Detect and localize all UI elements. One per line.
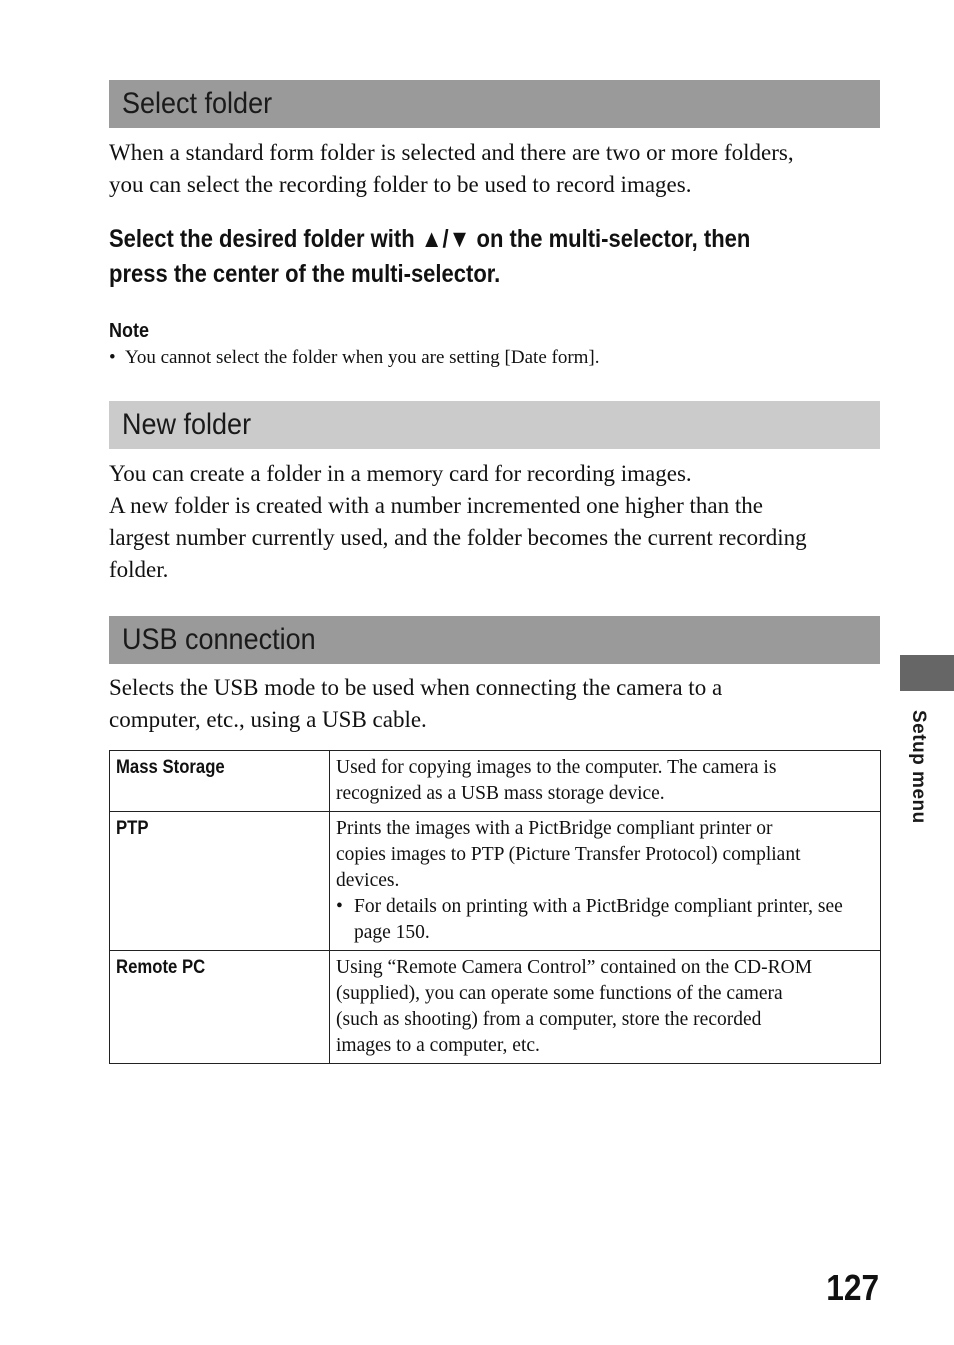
- body-line: You can create a folder in a memory card for recording images.: [109, 461, 692, 486]
- body-line: you can select the recording folder to be used to record images.: [109, 172, 692, 197]
- body-line: Selects the USB mode to be used when connecting the camera to a: [109, 675, 723, 700]
- table-term-cell: [110, 951, 330, 1064]
- usb-connection-body: [109, 672, 884, 736]
- note-heading: [109, 318, 153, 344]
- note-item: [109, 345, 600, 370]
- section-title: USB connection: [122, 623, 316, 656]
- select-folder-body: [109, 137, 884, 201]
- desc-line: Used for copying images to the computer. The camera is: [336, 757, 777, 778]
- desc-bullet-item: [336, 894, 874, 946]
- desc-line: images to a computer, etc.: [336, 1035, 540, 1056]
- table-desc-cell: [330, 751, 881, 812]
- section-header-new-folder: [109, 401, 880, 449]
- term-remote-pc: Remote PC: [116, 957, 206, 978]
- note-title: Note: [109, 320, 150, 342]
- select-folder-instruction: [109, 222, 838, 292]
- page-number-text: 127: [826, 1267, 879, 1308]
- table-term-cell: [110, 751, 330, 812]
- desc-line: recognized as a USB mass storage device.: [336, 783, 665, 804]
- term-ptp: PTP: [116, 818, 149, 839]
- term-mass-storage: Mass Storage: [116, 757, 225, 778]
- section-header-usb-connection: [109, 616, 880, 664]
- chapter-tab-marker: [900, 655, 954, 691]
- desc-line: (supplied), you can operate some functions of the camera: [336, 983, 783, 1004]
- note-text: You cannot select the folder when you are setting [Date form].: [125, 347, 600, 368]
- table-desc-cell: [330, 951, 881, 1064]
- desc-line: (such as shooting) from a computer, store the recorded: [336, 1009, 762, 1030]
- body-line: A new folder is created with a number incremented one higher than the: [109, 493, 763, 518]
- instruction-line: Select the desired folder with ▲/▼ on the multi-selector, then: [109, 225, 751, 253]
- table-row: [110, 812, 881, 951]
- desc-bullet-text: For details on printing with a PictBridge compliant printer, see page 150.: [354, 896, 843, 943]
- desc-line: devices.: [336, 870, 400, 891]
- bullet: •: [336, 896, 343, 917]
- chapter-tab-label: Setup menu: [908, 710, 929, 824]
- bullet: •: [109, 347, 116, 368]
- body-line: computer, etc., using a USB cable.: [109, 707, 427, 732]
- table-row: [110, 751, 881, 812]
- table-row: [110, 951, 881, 1064]
- usb-mode-table: [109, 750, 881, 1064]
- section-title: Select folder: [122, 87, 273, 120]
- section-title: New folder: [122, 408, 252, 441]
- body-line: When a standard form folder is selected and there are two or more folders,: [109, 140, 794, 165]
- section-header-select-folder: [109, 80, 880, 128]
- new-folder-body: [109, 458, 884, 586]
- desc-line: Prints the images with a PictBridge compliant printer or: [336, 818, 773, 839]
- page-number: [819, 1266, 879, 1310]
- table-desc-cell: [330, 812, 881, 951]
- body-line: folder.: [109, 557, 169, 582]
- body-line: largest number currently used, and the folder becomes the current recording: [109, 525, 807, 550]
- desc-line: Using “Remote Camera Control” contained on the CD-ROM: [336, 957, 813, 978]
- table-term-cell: [110, 812, 330, 951]
- desc-line: copies images to PTP (Picture Transfer Protocol) compliant: [336, 844, 801, 865]
- instruction-line: press the center of the multi-selector.: [109, 260, 501, 288]
